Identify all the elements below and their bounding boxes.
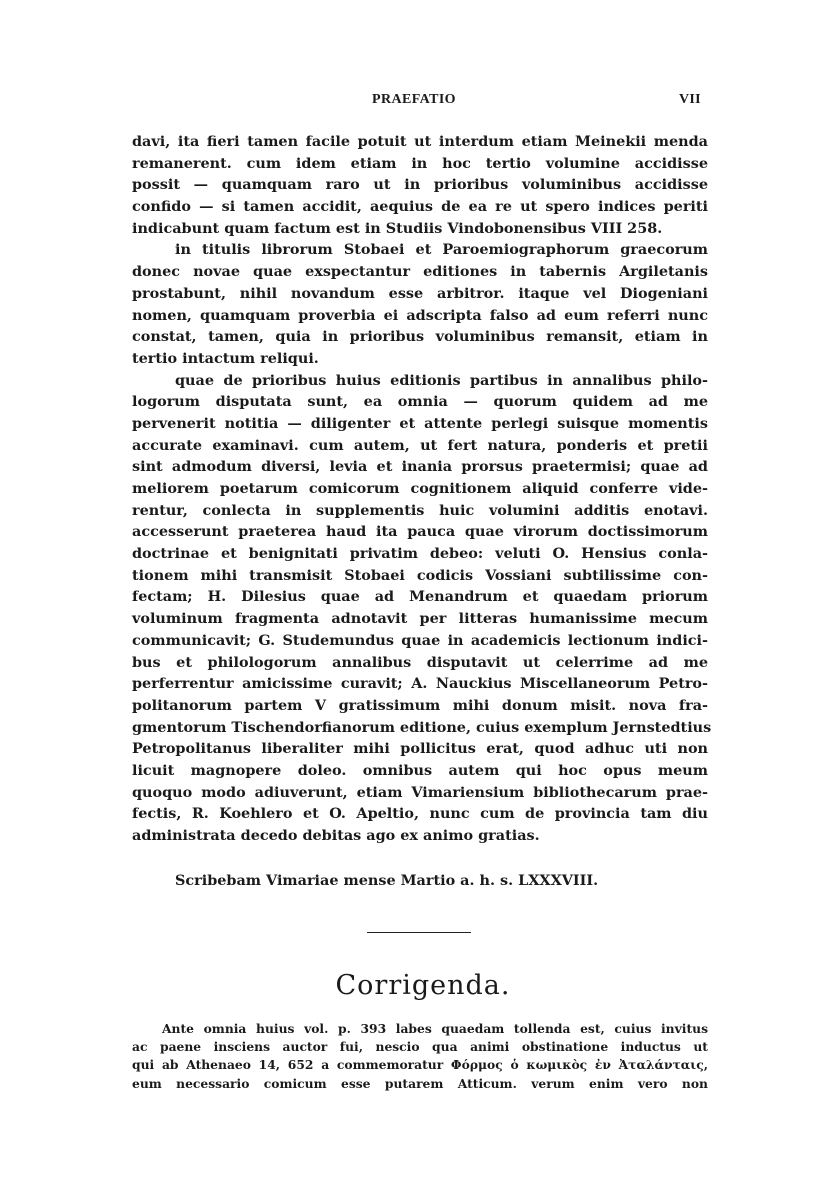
text-line: confido — si tamen accidit, aequius de ea re ut spero indices periti [132,198,708,216]
text-line: perferrentur amicissime curavit; A. Nauckius Miscellaneorum Petro- [132,675,708,693]
text-line: quae de prioribus huius editionis partibus in annalibus philo- [175,371,708,389]
text-line: ac paene insciens auctor fui, nescio qua animi obstinatione inductus ut [132,1039,708,1055]
text-line: Petropolitanus liberaliter mihi pollicitus erat, quod adhuc uti non [132,740,708,758]
text-line: bus et philologorum annalibus disputavit ut celerrime ad me [132,653,708,671]
text-line: indicabunt quam factum est in Studiis Vindobonensibus VIII 258. [132,219,663,237]
text-line: eum necessario comicum esse putarem Atticum. verum enim vero non [132,1075,708,1091]
text-line: meliorem poetarum comicorum cognitionem aliquid conferre vide- [132,480,708,497]
text-line: pervenerit notitia — diligenter et attente perlegi suisque momentis [132,414,708,432]
text-line: doctrinae et benignitati privatim debeo: veluti O. Hensius conla- [132,545,708,563]
text-line: quoquo modo adiuverunt, etiam Vimariensium bibliothecarum prae- [132,783,708,801]
text-line: tertio intactum reliqui. [132,349,319,367]
text-line: davi, ita fieri tamen facile potuit ut interdum etiam Meinekii menda [132,133,708,150]
signature-line: Scribebam Vimariae mense Martio a. h. s. LXXXVIII. [175,872,599,889]
corrigenda-body [132,1020,708,1093]
text-line: politanorum partem V gratissimum mihi donum misit. nova fra- [132,696,708,714]
text-line: accesserunt praeterea haud ita pauca quae virorum doctissimorum [132,523,708,541]
section-divider [367,932,471,933]
text-line: accurate examinavi. cum autem, ut fert natura, ponderis et pretii [132,436,708,454]
text-line: sint admodum diversi, levia et inania prorsus praetermisi; quae ad [132,458,708,476]
corrigenda-heading: Corrigenda. [335,970,511,1001]
text-line: tionem mihi transmisit Stobaei codicis Vossiani subtilissime con- [132,566,708,584]
running-head [0,92,840,112]
page-number: VII [679,92,701,107]
text-line: constat, tamen, quia in prioribus voluminibus remansit, etiam in [132,328,708,346]
text-line: prostabunt, nihil novandum esse arbitror. itaque vel Diogeniani [132,284,708,302]
text-line: gmentorum Tischendorfianorum editione, cuius exemplum Jernstedtius [132,718,712,736]
text-line: remanerent. cum idem etiam in hoc tertio volumine accidisse [132,154,708,172]
text-line: administrata decedo debitas ago ex animo gratias. [132,827,540,844]
text-line: voluminum fragmenta adnotavit per litteras humanissime mecum [132,610,708,628]
text-line: fectam; H. Dilesius quae ad Menandrum et quaedam priorum [132,588,708,606]
text-line: qui ab Athenaeo 14, 652 a commemoratur Φόρμος ὁ κωμικὸς ἐν Ἀταλάνταις, [132,1057,708,1073]
text-line: communicavit; G. Studemundus quae in academicis lectionum indici- [132,631,708,649]
text-line: possit — quamquam raro ut in prioribus voluminibus accidisse [132,176,708,194]
text-line: licuit magnopere doleo. omnibus autem qui hoc opus meum [132,761,708,779]
text-line: nomen, quamquam proverbia ei adscripta falso ad eum referri nunc [132,306,708,324]
text-line: rentur, conlecta in supplementis huic volumini additis enotavi. [132,501,708,519]
text-line: Ante omnia huius vol. p. 393 labes quaedam tollenda est, cuius invitus [162,1021,708,1036]
text-line: fectis, R. Koehlero et O. Apeltio, nunc cum de provincia tam diu [132,805,708,823]
text-line: logorum disputata sunt, ea omnia — quorum quidem ad me [132,393,708,411]
text-line: in titulis librorum Stobaei et Paroemiographorum graecorum [175,241,708,259]
text-line: donec novae quae exspectantur editiones in tabernis Argiletanis [132,263,708,281]
preface-body [132,131,712,847]
running-title: PRAEFATIO [372,92,456,107]
